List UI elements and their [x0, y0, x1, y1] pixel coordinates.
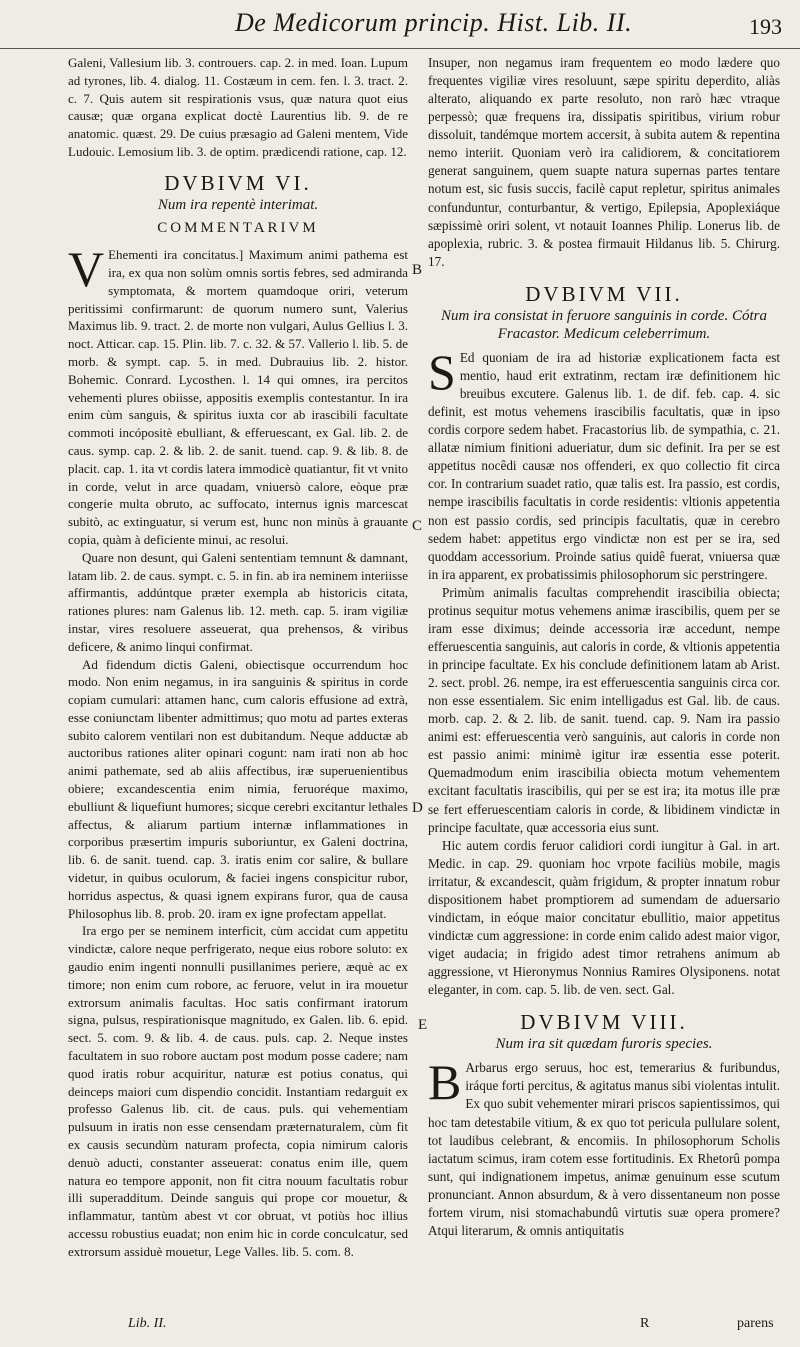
margin-letter-d: D	[412, 800, 423, 816]
dropcap-s: S	[428, 343, 456, 400]
dubium-vi-subheading: Num ira repentè interimat.	[157, 196, 319, 213]
footer-catchword: parens	[737, 1316, 774, 1331]
dubium-vii-paragraph-2: Primùm animalis facultas comprehendit irascibilia obiecta; protinus sequitur motus vehemens animæ irascibilis, quem per se iram esse diximus; deinde accessoria iræ accedunt, nempe efferuescentia sanguinis, aut caloris in corde, & vltionis appetentia in principe facultate. Ex his conclude definitionem latam ab Arist. 2. sect. probl. 26. nempe, ira est efferuescentia sanguinis circa cor. non esse essentialem. Sic enim intelligadus est Gal. lib. de caus. morb. cap. 2. & 2. lib. de sanit. tuend. cap. 9. Nam ira passio animi est: efferuescentia verò sanguinis, aut caloris in corde non est passio animi: minimè igitur iræ essentia esse poterit. Quemadmodum enim irascibilia obiecta motum vehementem excitant facultatis irascibilis, qui per se est ira; ita motus ille præ se fert efferuescentiam caloris in corde, & libidinem vindictæ in principe facultate, quæ accessoria eius sunt.	[428, 584, 780, 835]
right-column	[428, 54, 780, 1240]
running-head: De Medicorum princip. Hist. Lib. II.	[235, 8, 633, 37]
commentarium-paragraph-3: Ad fidendum dictis Galeni, obiectisque occurrendum hoc modo. Non enim negamus, in ira sanguinis & spiritus in corde copiam cumulari: attamen hanc, cum caloris effusione ad extrà, esse coniunctam libenter admittimus; quo motu ad partes exteras subito calorem ventilari non est dubitandum. Neque adductæ ab auctoribus rationes aliter opinari cogunt: nam irati non ab hoc animi pathemate, sed ab aliis affectibus, iræ superuenientibus obiere; excandescentia enim nimia, feruoréque maximo, ebulliunt & liquefiunt humores; sicque cerebri excitantur lethales affectus, & aliarum partium internæ inflammationes in corporibus præsertim impuris suboriuntur, ex Galeni doctrina, lib. 6. de sanit. tuend. cap. 3. iratis enim cor salire, & bullare videtur, in quibus oculorum, & faciei ingens conspicitur rubor, horridus aspectus, & quasi ignem expirans furor, qua de causa Philosophus lib. 8. prob. 20. iram ex igne profectam appellat.	[68, 656, 408, 921]
dubium-viii-heading: DVBIVM VIII.	[520, 1010, 688, 1035]
page-header	[0, 0, 800, 49]
footer-book-label: Lib. II.	[128, 1316, 167, 1331]
dubium-vii-paragraph-3: Hic autem cordis feruor calidiori cordi iungitur à Gal. in art. Medic. in cap. 29. quoniam hoc vrpote faciliùs mobile, magis irritatur, & excandescit, quàm frigidum, & propter innatum robur dispositionem habet promptiorem ad sumendam de aduersario vindictam, in eóque maior concitatur ebullitio, maior appetitus vindictæ cum aggressione: in corde enim calido adest maior vigor, viget audacia; in frigido adest timor retrahens animum ab aggressione, vt Hieronymus Nonnius Ramires Olysiponens. notat eleganter, in com. cap. 5. lib. de ven. sect. Gal.	[428, 837, 780, 998]
page-number: 193	[749, 14, 782, 39]
dubium-vii-heading: DVBIVM VII.	[525, 281, 683, 306]
dubium-viii-paragraph-1-text: Arbarus ergo seruus, hoc est, temerarius & furibundus, iráque forti percitus, & agitatus manus sibi violentas intulit. Ex quo subit vehementer mirari priscos sapientissimos, qui hoc tam detestabile vitium, & ex quo tot pericula pullulare solent, tot laudibus celebrant, & encomiis. In philosophorum Scholis iactatum scimus, iram cotem esse fortitudinis. Ex Rhetorû pompa sunt, qui indignationem impetus, animæ genuinum esse scutum pronunciant. Annon absurdum, & à vero dissentaneum non posse fortem virum, nisi stomachabundû virtutis suæ opera promere? Atqui literarum, & omnis antiquitatis	[428, 1060, 780, 1238]
commentarium-paragraph-4: Ira ergo per se neminem interficit, cùm accidat cum appetitu vindictæ, calore neque perfrigerato, neque eius robore soluto: ex gaudio enim ingenti nonnulli pusillanimes periere, æquè ac ex timore; non enim cum robore, ac feruore, velut in ira mouetur extrorsum animalis facultas. Hoc satis confirmant iratorum signa, pulsus, respirationisque magnitudo, ex Galen. lib. 6. epid. sect. 5. com. 9. & lib. 4. de caus. puls. cap. 2. Neque instes facultatem in suo robore auctam post modum posse cadere; nam quod iratis robur acquiritur, naturæ est potius conatus, qui deinceps maiori cum dispendio concidit. Instantiam redarguit ex professo Galenus lib. cit. de caus. puls. qui vehementiam pulsuum in iratis non esse censendam præternaturalem, cùm fit ex causis secundùm naturam profecta, copia nimirum caloris denuò aducti, constanter asseuerat: conatus enim ille, quem natura eo tempore apponit, non fit citra nouum facultatis robur illi superadditum. Deinde sanguis qui prope cor mouetur, & inflammatur, tantùm abest vt cor obruat, vt potiùs hoc illius accessu robustius euadat; non enim hic in corde conculcatur, sed extrorsum assiduè mouetur, Lege Valles. lib. 5. com. 8.	[68, 923, 408, 1259]
right-paragraph-1: Insuper, non negamus iram frequentem eo modo lædere quo frequentes vigiliæ vires resoluunt, sæpe spiritu deperdito, aliàs alterato, aliquando ex parte resoluto, non rarò hæc vtraque perpessò; quæ frequens ira, dissipatis spiritibus, virium robur dissoluit, tandémque mortem accersit, à subita autem & repentina nemo interiit. Quoniam verò ira calidiorem, & concitatiorem generat sanguinem, quem suapte natura supernas partes tentare notum est, sic fusis succis, facilè caput repletur, spiritus animales confunduntur, conturbantur, & vertigo, Epilepsia, Apoplexiáque sæpissimè oriri solent, vt notauit Ioannes Philip. Lonerus lib. de apoplexia, rubric. 3. & postea firmauit Hildanus lib. 5. Chirurg. 17.	[428, 55, 780, 269]
commentarium-paragraph-2: Quare non desunt, qui Galeni sententiam temnunt & damnant, latam lib. 2. de caus. sympt. c. 5. in fin. ab ira neminem interiisse affirmantis, addúntque præter exempla ab historicis citata, rationes plures: nam Galenus lib. 12. meth. cap. 5. iram vigiliæ instar, vires resoluere asseuerat, qua prehensos, & viribus deficere, & animo linqui confirmat.	[68, 549, 408, 654]
dropcap-v: V	[68, 241, 105, 298]
margin-letter-e: E	[418, 1017, 428, 1033]
commentarium-paragraph-1-text: Ehementi ira concitatus.] Maximum animi pathema est ira, ex qua non solùm omnis sortis febres, sed admiranda symptomata, & mortem quamdoque oriri, veterum peritissimi confirmarunt: de quorum numero sunt, Valerius Maximus lib. 9. tract. 2. de morte non vulgari, Aulus Gellius l. 3. noct. Atticar. cap. 15. Plin. lib. 7. c. 32. & 57. Vallerio l. lib. 5. de morb. & sympt. cap. 5. in med. Dubrauius lib. 2. histor. Bohemic. Conrard. Lycosthen. l. 14 qui omnes, ira percitos vehementi plures obiisse, appositis exemplis contestantur. In ira enim cùm sanguis, & spiritus iuxta cor ab irascibili facultate commoti incópositè ebulliant, & efferuescant, ex Gal. lib. 2. de caus. symp. cap. 2. & lib. 2. de sanit. tuend. cap. 9. & lib. 8. de placit. cap. 1. ita vt cordis latera immodicè quatiantur, fit vt vnito in corde, velut in arce quadam, vniuersò calore, eòque præ congerie multa obruto, ac suffocato, internus ignis marcescat subitò, ac extinguatur, si verum est, hunc non minùs à grauante copia, quàm à deficiente minui, ac resolui.	[68, 247, 408, 547]
commentarium-title: COMMENTARIVM	[157, 220, 319, 237]
dubium-vii-paragraph-1-text: Ed quoniam de ira ad historiæ explicationem facta est mentio, haud erit extratinm, rectam iræ definitionem hìc breuibus excutere. Galenus lib. 1. de dif. feb. cap. 4. sic definit, est motus vehemens irascibilis facultatis, quæ in ipso cordis corpore sedem habet. Fracastorius lib. de sympathia, c. 21. allatæ nimium finitioni adueriatur, dum sic definit. Ira per se est appetitus nocêdi causæ nos offenderi, ex quo collectio fit circa cor. In contrarium suadet ratio, quæ talis est. Ira passio, est cordis, nempe irascibilis facultatis in corde residentis: vltionis appetentia non est passio cordis, sed principis facultatis, quæ in cerebro sedem habet: appetitus ergo vindictæ non est per se ira, sed quoddam accessorium. Proinde satius quidê fuerat, vniuersa quæ in ira apparent, ex probatissimis philosophorum sic perstringere.	[428, 349, 780, 582]
dubium-viii-subheading: Num ira sit quædam furoris species.	[495, 1036, 713, 1053]
footer-signature-mark: R	[640, 1316, 650, 1331]
dubium-vii-subheading: Num ira consistat in feruore sanguinis in corde. Cótra Fracastor. Medicum celeberrimum.	[441, 307, 767, 342]
left-column	[68, 54, 408, 1261]
dubium-vii-paragraph-1	[428, 343, 780, 584]
commentarium-paragraph-1	[68, 241, 408, 549]
margin-letter-b: B	[412, 262, 423, 278]
dropcap-b: B	[428, 1054, 462, 1111]
dubium-vi-heading: DVBIVM VI.	[164, 170, 312, 195]
dubium-viii-paragraph-1	[428, 1054, 780, 1240]
left-intro-paragraph: Galeni, Vallesium lib. 3. controuers. cap. 2. in med. Ioan. Lupum ad tyrones, lib. 4. dialog. 11. Costæum in cem. fen. l. 3. tract. 2. c. 7. Quis autem sit respirationis vsus, quæ natura quot eius causæ; quæ organa explicat doctè Laurentius lib. 9. de re anatomic. quæst. 29. De cuius præsagio ad Galeni mentem, Vide Ludouic. Lemosium lib. 3. de optim. prædicendi ratione, cap. 12.	[68, 55, 408, 159]
margin-letter-c: C	[412, 518, 423, 534]
